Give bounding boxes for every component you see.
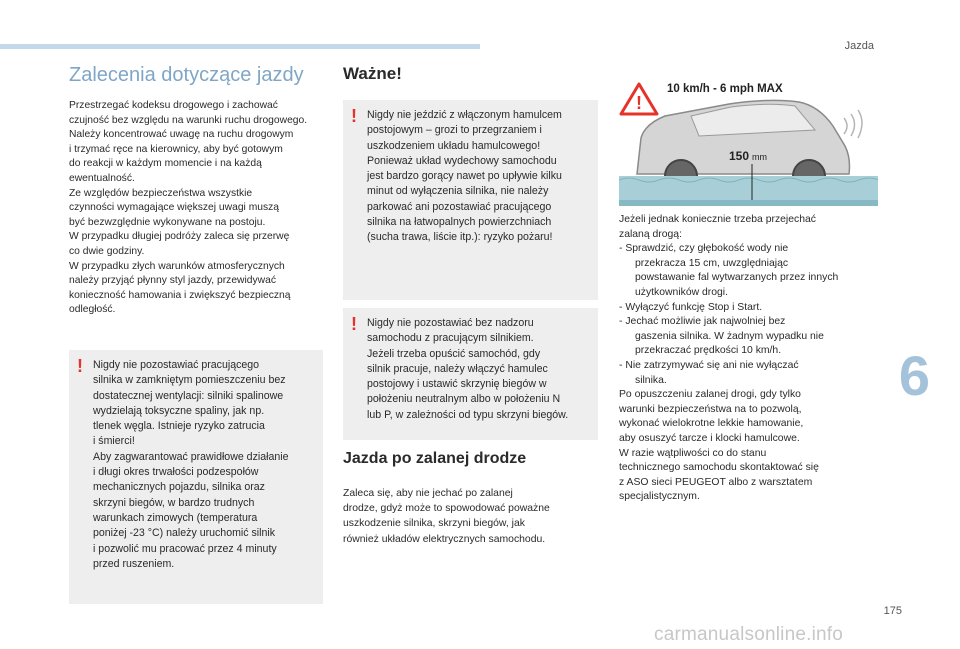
text-line: jest bardzo gorący nawet po upływie kilku — [367, 170, 562, 183]
text-line: - Wyłączyć funkcję Stop i Start. — [619, 301, 763, 313]
text-line: zalaną drogą: — [619, 228, 682, 240]
column-important — [343, 64, 599, 84]
text-line: przed ruszeniem. — [93, 557, 175, 570]
text-line: czujność bez względu na warunki ruchu drogowego. — [69, 114, 308, 126]
text-line: Jeżeli jednak koniecznie trzeba przejechać — [619, 214, 816, 225]
text-line: postojowym – grozi to przegrzaniem i — [367, 124, 542, 137]
text-line: wydzielają toksyczne spaliny, jak np. — [93, 404, 265, 417]
flood-instructions-text — [619, 213, 889, 505]
text-line: parkować ani pozostawiać pracującego — [367, 200, 552, 213]
driving-advice-text — [69, 99, 327, 318]
text-line: silnika na łatwopalnych powierzchniach — [367, 216, 552, 229]
text-line: - Jechać możliwie jak najwolniej bez — [619, 316, 786, 328]
text-line: i pozwolić mu pracować przez 4 minuty — [93, 542, 277, 555]
text-line: co dwie godziny. — [69, 245, 145, 257]
text-line: specjalistycznym. — [619, 491, 700, 503]
text-line: - Sprawdzić, czy głębokość wody nie — [619, 243, 789, 255]
text-line: ewentualność. — [69, 172, 135, 184]
text-line: dostatecznej wentylacji: silniki spalinowe — [93, 389, 284, 402]
text-line: W razie wątpliwości co do stanu — [619, 447, 767, 459]
text-line: warunkach zimowych (temperatura — [93, 511, 258, 524]
warning-text — [367, 316, 590, 423]
text-line: minut od wyłączenia silnika, nie należy — [367, 185, 549, 198]
warning-text — [367, 108, 590, 246]
warning-box-engine-ventilation — [69, 350, 323, 604]
text-line: Nigdy nie pozostawiać bez nadzoru — [367, 317, 534, 329]
text-line: Ze względów bezpieczeństwa wszystkie — [69, 187, 253, 199]
flood-intro-text — [343, 486, 599, 547]
warning-box-unattended-engine — [343, 308, 598, 440]
text-line: samochodu z pracującym silnikiem. — [367, 332, 534, 345]
motion-lines — [844, 110, 862, 138]
text-line: lub P, w zależności od typu skrzyni biegów. — [367, 408, 569, 421]
text-line: powstawanie fal wytwarzanych przez innych — [635, 272, 839, 284]
text-line: gaszenia silnika. W żadnym wypadku nie — [635, 330, 824, 342]
text-line: Nigdy nie pozostawiać pracującego — [93, 359, 260, 371]
flood-heading: Jazda po zalanej drodze — [343, 450, 527, 467]
section-label: Jazda — [844, 40, 874, 52]
warning-triangle-mark: ! — [636, 93, 642, 113]
text-line: silnika w zamkniętym pomieszczeniu bez — [93, 374, 286, 387]
warning-exclamation-icon: ! — [77, 356, 83, 376]
page-number: 175 — [883, 605, 902, 617]
text-line: poniżej -23 °C) należy uruchomić silnik — [93, 527, 276, 540]
text-line: również układów elektrycznych samochodu. — [343, 533, 546, 545]
text-line: i długi okres trwałości podzespołów — [93, 466, 259, 479]
text-line: czynności wymagające większej uwagi muszą — [69, 202, 280, 214]
text-line: i trzymać ręce na kierownicy, aby być gotowym — [69, 143, 283, 155]
text-line: silnik pracuje, należy włączyć hamulec — [367, 362, 548, 375]
warning-exclamation-icon: ! — [351, 106, 357, 126]
depth-unit: mm — [752, 152, 767, 162]
text-line: postojowy i ustawić skrzynię biegów w — [367, 378, 547, 391]
text-line: należy przyjąć płynny styl jazdy, przewidywać — [69, 275, 276, 287]
text-line: Zaleca się, aby nie jechać po zalanej — [343, 488, 513, 499]
warning-exclamation-icon: ! — [351, 314, 357, 334]
text-line: Aby zagwarantować prawidłowe działanie — [93, 450, 289, 463]
warning-box-parking-brake — [343, 100, 598, 300]
flooded-road-illustration — [619, 76, 878, 206]
column-driving-advice — [69, 64, 327, 318]
text-line: W przypadku długiej podróży zaleca się przerwę — [69, 231, 290, 243]
text-line: Należy koncentrować uwagę na ruchu drogowym — [69, 129, 294, 141]
warning-text — [93, 358, 315, 572]
text-line: być bezwzględnie wykonywane na postoju. — [69, 216, 266, 228]
text-line: Jeżeli trzeba opuścić samochód, gdy — [367, 347, 541, 360]
text-line: tlenek węgla. Istnieje ryzyko zatrucia — [93, 420, 265, 433]
text-line: Ponieważ układ wydechowy samochodu — [367, 154, 557, 167]
text-line: drodze, gdyż może to spowodować poważne — [343, 503, 550, 515]
chapter-number: 6 — [898, 344, 930, 407]
page-title: Zalecenia dotyczące jazdy — [69, 64, 304, 86]
text-line: do reakcji w każdym momencie i na każdą — [69, 158, 262, 170]
text-line: aby osuszyć tarcze i klocki hamulcowe. — [619, 432, 800, 444]
important-heading: Ważne! — [343, 64, 402, 83]
watermark: carmanualsonline.info — [654, 624, 844, 645]
text-line: silnika. — [635, 374, 667, 386]
text-line: uszkodzenie silnika, skrzyni biegów, jak — [343, 518, 525, 530]
text-line: przekraczać prędkości 10 km/h. — [635, 345, 782, 357]
road-surface — [619, 200, 878, 206]
text-line: odległość. — [69, 304, 116, 316]
text-line: (sucha trawa, liście itp.): ryzyko pożaru! — [367, 231, 553, 244]
text-line: skrzyni biegów, w bardzo trudnych — [93, 496, 255, 509]
text-line: technicznego samochodu skontaktować się — [619, 462, 819, 474]
text-line: mechanicznych pojazdu, silnika oraz — [93, 481, 265, 494]
text-line: przekracza 15 cm, uwzględniając — [635, 257, 789, 269]
text-line: położeniu neutralnym albo w położeniu N — [367, 393, 561, 406]
text-line: konieczność hamowania i zwiększyć bezpieczną — [69, 289, 291, 301]
text-line: z ASO sieci PEUGEOT albo z warsztatem — [619, 476, 813, 488]
depth-value: 150 — [729, 149, 750, 163]
text-line: Przestrzegać kodeksu drogowego i zachować — [69, 100, 278, 111]
text-line: Nigdy nie jeździć z włączonym hamulcem — [367, 109, 562, 121]
text-line: uszkodzeniem układu hamulcowego! — [367, 139, 541, 152]
text-line: wykonać wielokrotne lekkie hamowanie, — [619, 418, 804, 430]
max-speed-label: 10 km/h - 6 mph MAX — [667, 83, 783, 95]
text-line: i śmierci! — [93, 435, 135, 448]
text-line: warunki bezpieczeństwa na to pozwolą, — [619, 403, 802, 415]
header-accent-bar — [0, 44, 480, 49]
text-line: W przypadku złych warunków atmosferycznych — [69, 260, 285, 272]
text-line: Po opuszczeniu zalanej drogi, gdy tylko — [619, 389, 801, 401]
text-line: - Nie zatrzymywać się ani nie wyłączać — [619, 359, 799, 371]
text-line: użytkowników drogi. — [635, 286, 728, 298]
